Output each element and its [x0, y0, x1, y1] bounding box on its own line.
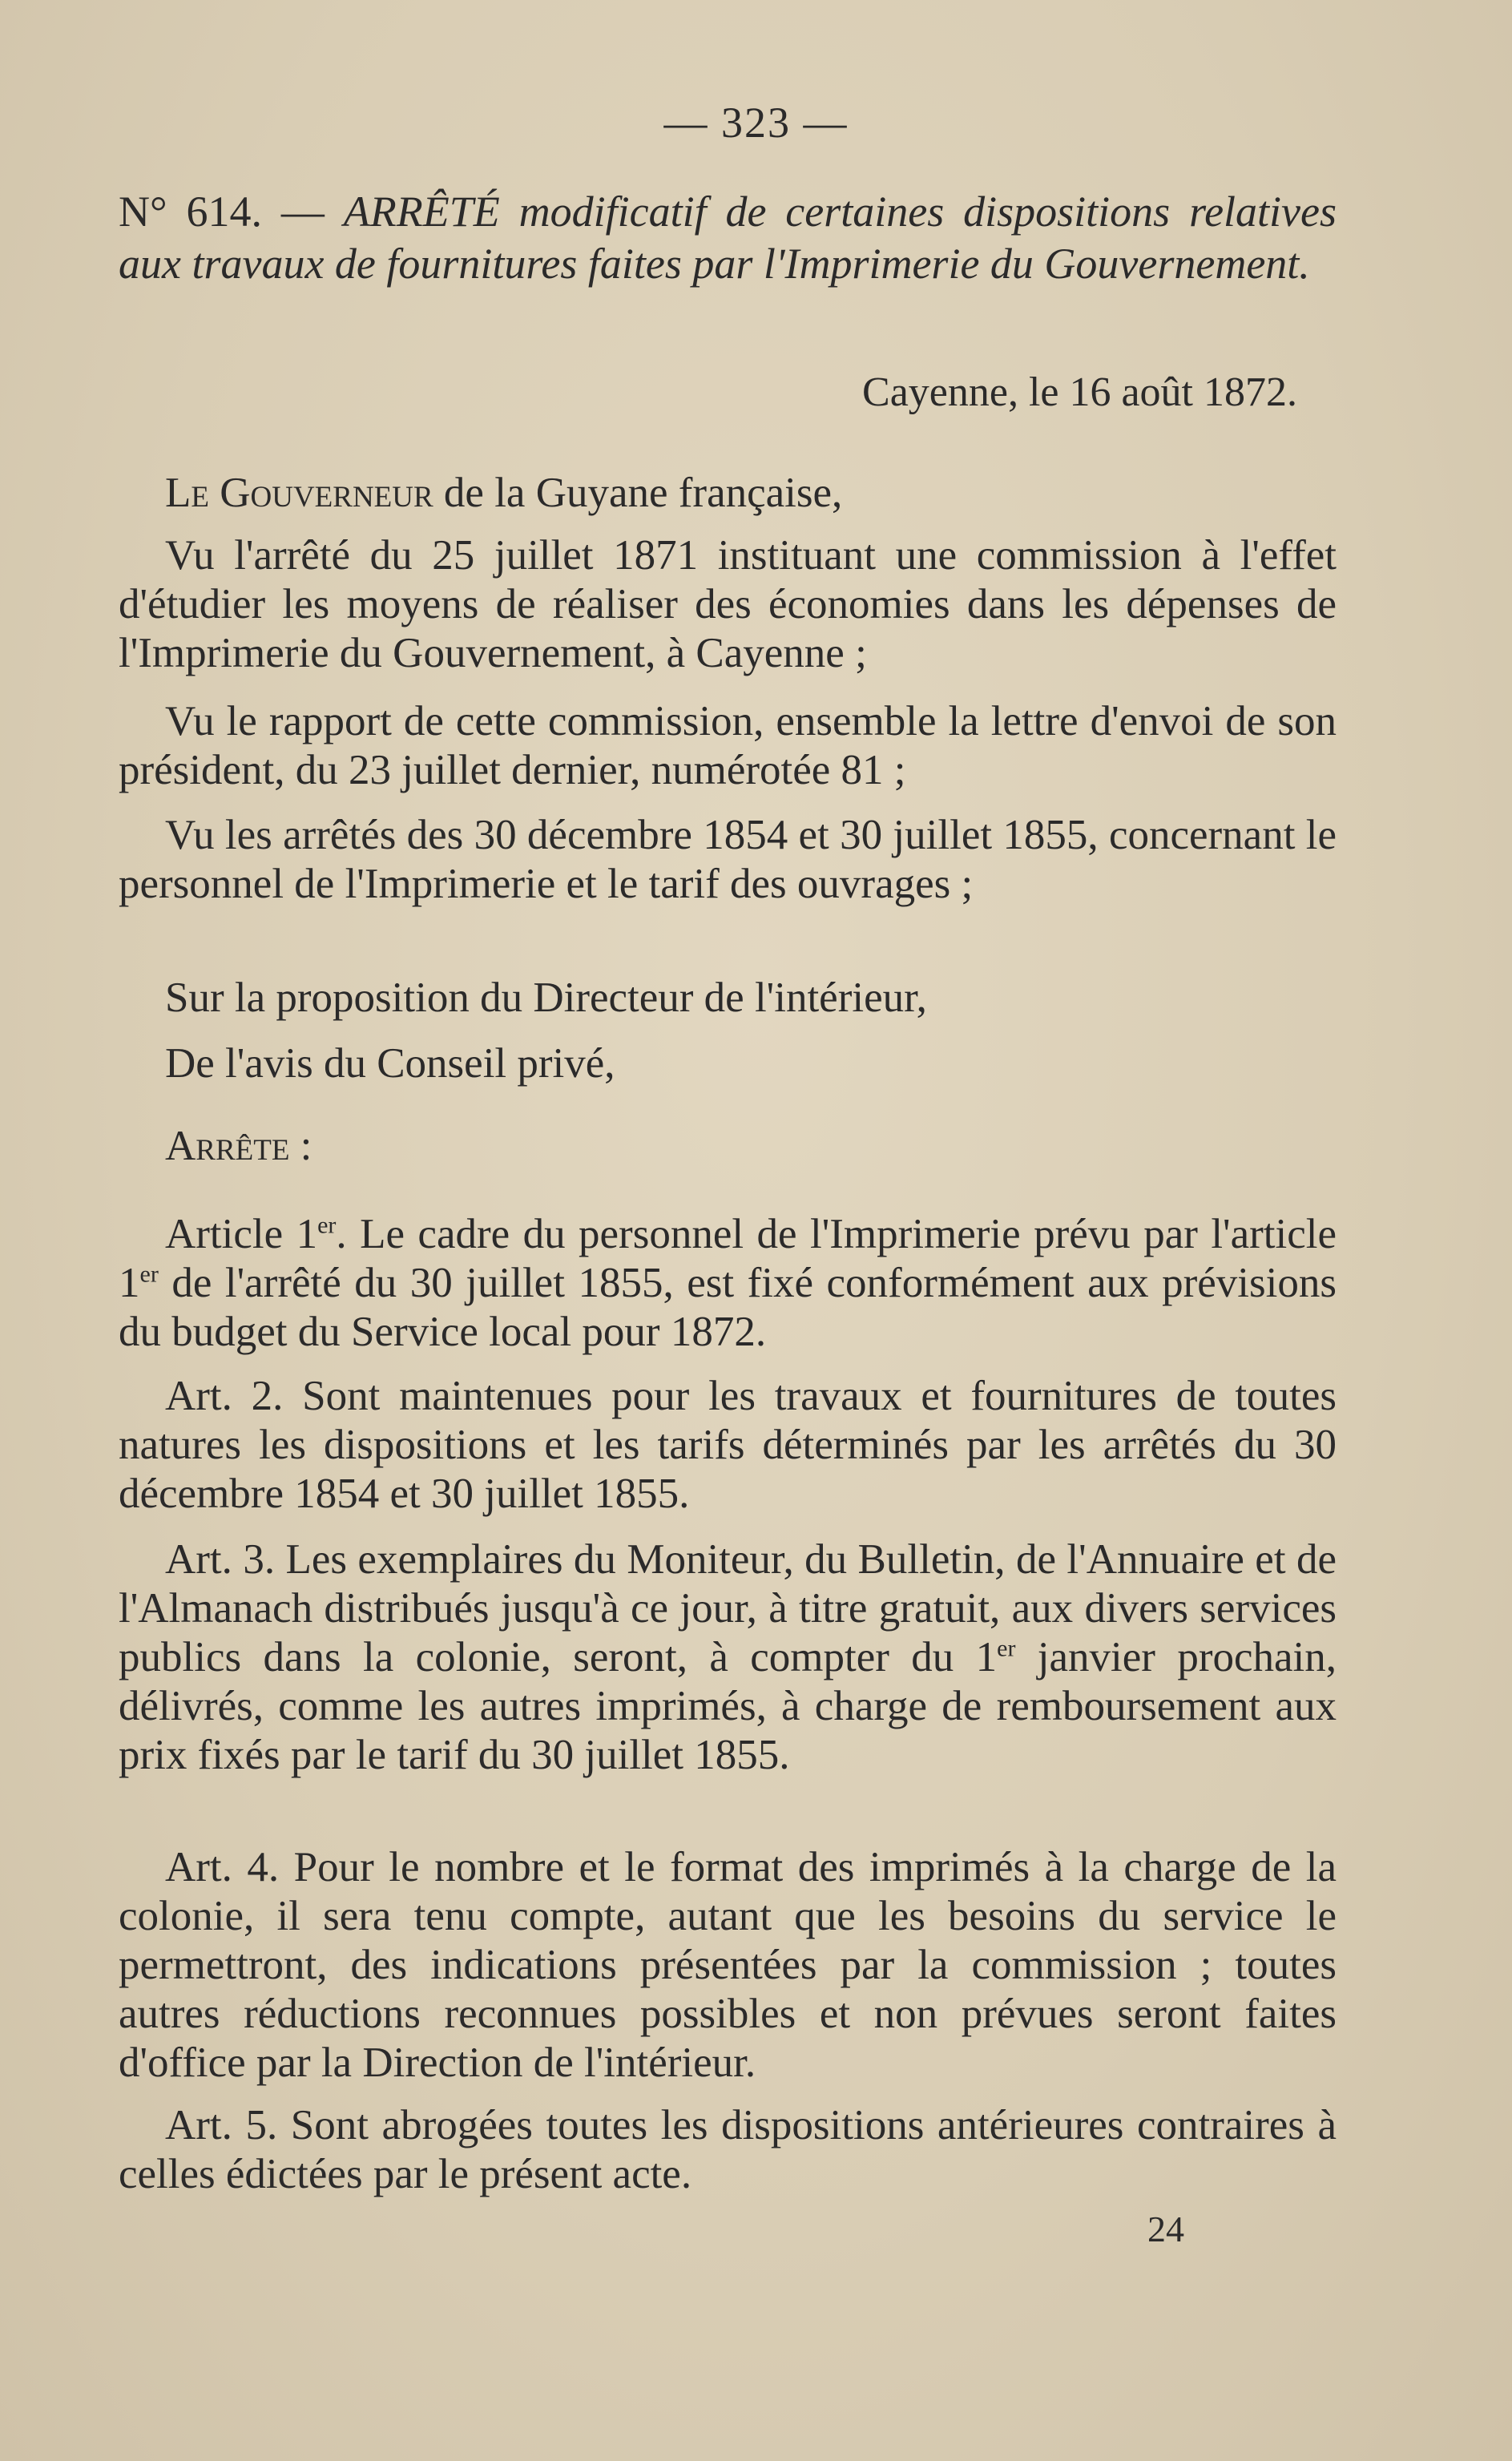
sur-proposition: Sur la proposition du Directeur de l'intérieur, [165, 974, 927, 1021]
avis-conseil: De l'avis du Conseil privé, [165, 1040, 615, 1087]
vu-paragraph-2: Vu le rapport de cette commission, ensemble la lettre d'envoi de son président, du 23 juillet dernier, numérotée 81 ; [119, 698, 1337, 793]
article-2: Art. 2. Sont maintenues pour les travaux et fournitures de toutes natures les dispositions et les tarifs déterminés par les arrêtés du 30 décembre 1854 et 30 juillet 1855. [119, 1373, 1337, 1517]
title-dash: — [261, 188, 344, 236]
article-3 [119, 1535, 1337, 1780]
arrete-heading: Arrête : [165, 1123, 312, 1169]
article-1-text-b: de l'arrêté du 30 juillet 1855, est fixé conformément aux prévisions du budget du Service local pour 1872. [119, 1260, 1337, 1355]
decree-number: N° 614. [119, 188, 262, 236]
article-1-sup: er [317, 1212, 337, 1239]
page-number: — 323 — [663, 99, 849, 147]
article-1-label: Article 1 [165, 1211, 318, 1257]
article-1-sup-2: er [139, 1261, 159, 1288]
governor-line [119, 469, 1337, 518]
governor-rest: de la Guyane française, [433, 470, 843, 516]
article-1-text-a: . Le cadre du personnel de l'Imprimerie prévu par l'article 1 [119, 1211, 1337, 1306]
dateline: Cayenne, le 16 août 1872. [862, 369, 1297, 415]
article-5: Art. 5. Sont abrogées toutes les dispositions antérieures contraires à celles édictées par le présent acte. [119, 2102, 1337, 2197]
governor-label: Le Gouverneur [165, 470, 433, 516]
decree-title [119, 186, 1337, 290]
decree-title-text: ARRÊTÉ modificatif de certaines dispositions relatives aux travaux de fournitures faites par l'Imprimerie du Gouvernement. [119, 188, 1337, 288]
article-1 [119, 1210, 1337, 1357]
article-3-text-b: janvier prochain, délivrés, comme les autres imprimés, à charge de remboursement aux prix fixés par le tarif du 30 juillet 1855. [119, 1634, 1337, 1778]
article-3-text-a: Art. 3. Les exemplaires du Moniteur, du Bulletin, de l'Annuaire et de l'Almanach distribués jusqu'à ce jour, à titre gratuit, aux divers services publics dans la colonie, seront, à compter du 1 [119, 1536, 1337, 1680]
vu-paragraph-1: Vu l'arrêté du 25 juillet 1871 instituant une commission à l'effet d'étudier les moyens de réaliser des économies dans les dépenses de l'Imprimerie du Gouvernement, à Cayenne ; [119, 532, 1337, 676]
vu-paragraph-3: Vu les arrêtés des 30 décembre 1854 et 30 juillet 1855, concernant le personnel de l'Imprimerie et le tarif des ouvrages ; [119, 812, 1337, 907]
signature-mark: 24 [1147, 2209, 1184, 2249]
article-3-sup: er [997, 1635, 1016, 1662]
article-4: Art. 4. Pour le nombre et le format des imprimés à la charge de la colonie, il sera tenu compte, autant que les besoins du service le permettront, des indications présentées par la commission ; toutes autres réductions reconnues possibles et non prévues seront faites d'office par la Direction de l'intérieur. [119, 1844, 1337, 2086]
